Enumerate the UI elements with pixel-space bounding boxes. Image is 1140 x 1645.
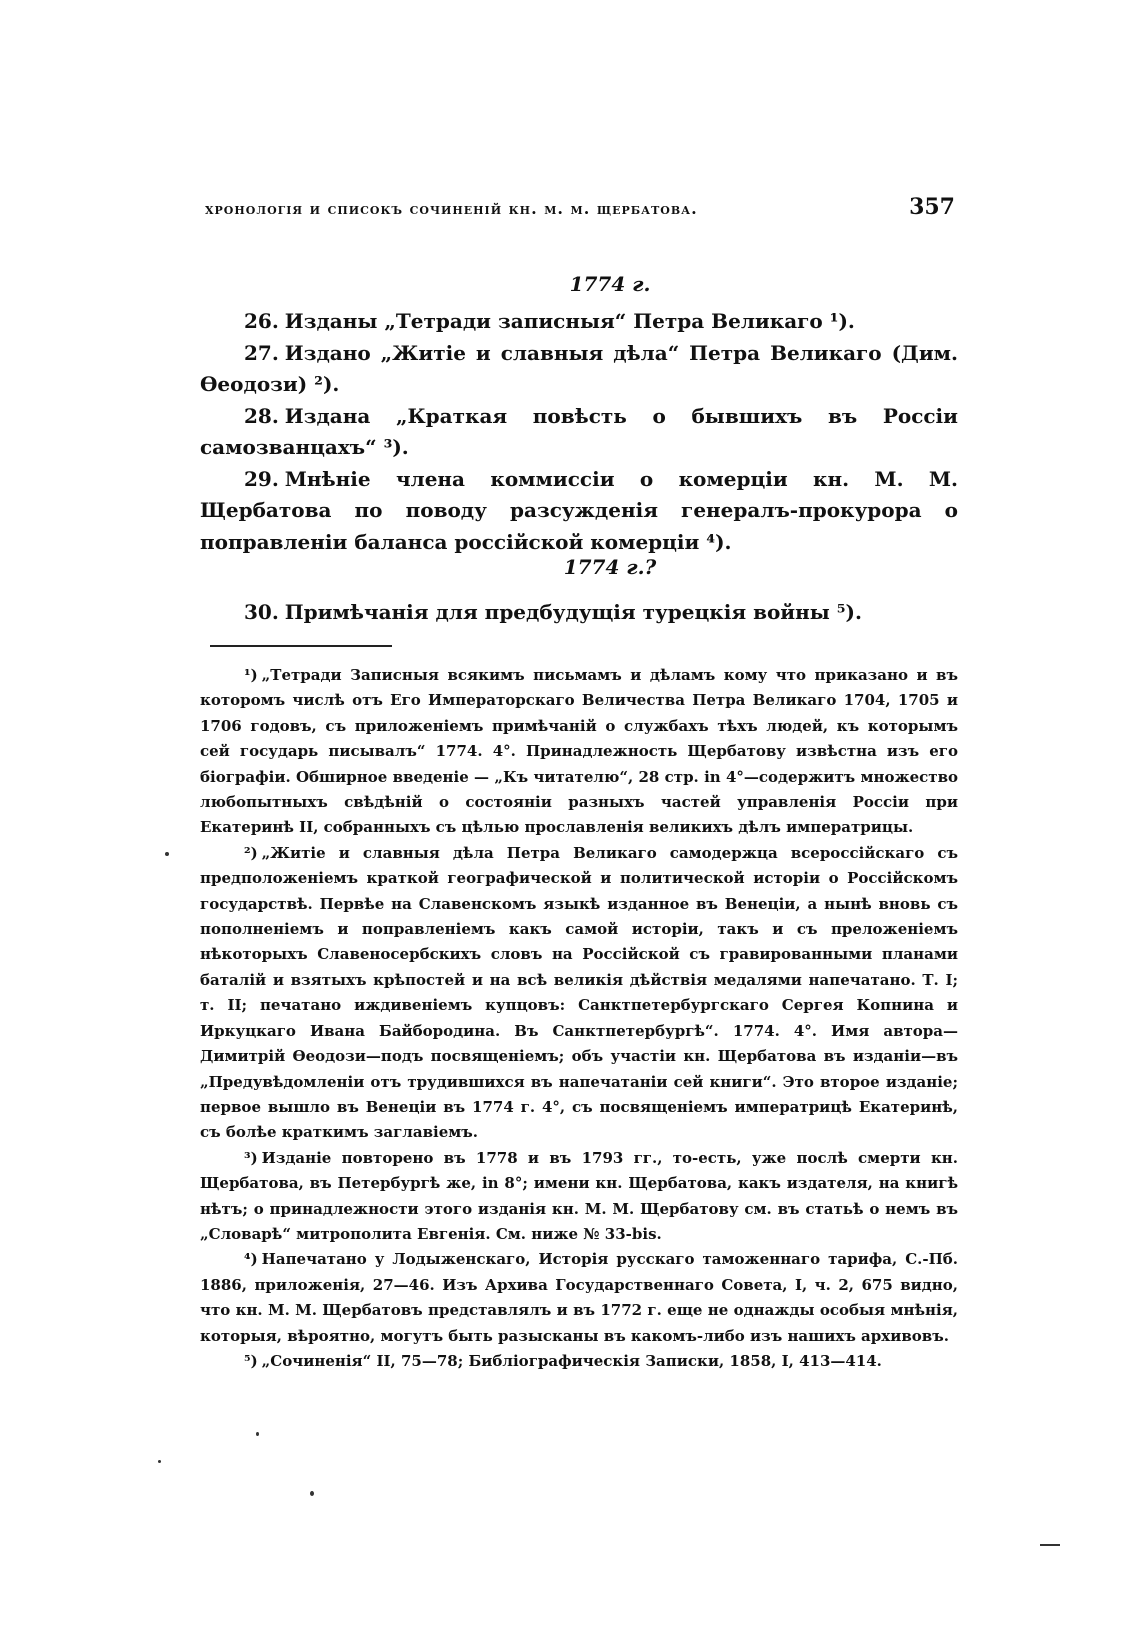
footnote-mark: ⁴) [244, 1250, 258, 1269]
entry-27 [200, 338, 958, 401]
entry-29 [200, 464, 958, 559]
running-title: хронологія и списокъ сочиненій кн. м. м. щербатова. [205, 199, 698, 218]
page-number: 357 [909, 194, 955, 220]
entry-text: Мнѣніе члена коммиссіи о комерціи кн. М. М. Щербатова по поводу разсужденія генералъ-прокурора о поправленіи баланса россійской комерціи ⁴). [200, 466, 958, 554]
footnote-mark: ¹) [244, 666, 258, 684]
footnote-divider [210, 645, 392, 647]
entry-text: Примѣчанія для предбудущія турецкія войны ⁵). [284, 600, 862, 624]
footnote-3 [200, 1146, 958, 1248]
entry-28 [200, 401, 958, 464]
footnote-1 [200, 663, 958, 841]
scan-speck [158, 1460, 161, 1463]
footnote-5 [200, 1349, 958, 1374]
entry-number: 30. [244, 600, 279, 624]
footnote-text: Изданіе повторено въ 1778 и въ 1793 гг., то-есть, уже послѣ смерти кн. Щербатова, въ Петербургѣ же, in 8°; имени кн. Щербатова, какъ издателя, на книгѣ нѣтъ; о принадлежности этого изданія кн. М. М. Щербатову см. въ статьѣ о немъ въ „Словарѣ“ митрополита Евгенія. См. ниже № 33-bis. [200, 1148, 958, 1243]
entry-number: 26. [244, 309, 279, 333]
entry-30 [200, 597, 958, 629]
scan-speck [310, 1491, 314, 1496]
entry-list [200, 597, 958, 629]
entry-text: Издана „Краткая повѣсть о бывшихъ въ Россіи самозванцахъ“ ³). [200, 403, 958, 459]
entry-number: 27. [244, 340, 279, 365]
footnote-4 [200, 1247, 958, 1349]
footnote-mark: ²) [244, 843, 258, 862]
footnote-text: Напечатано у Лодыженскаго, Исторія русскаго таможеннаго тарифа, С.-Пб. 1886, приложенія, 27—46. Изъ Архива Государственнаго Совета, I, ч. 2, 675 видно, что кн. М. М. Щербатовъ представлялъ и въ 1772 г. еще не однажды особыя мнѣнія, которыя, вѣроятно, могутъ быть разысканы въ какомъ-либо изъ нашихъ архивовъ. [200, 1250, 958, 1345]
entry-number: 28. [244, 403, 279, 428]
footnote-text: „Тетради Записныя всякимъ письмамъ и дѣламъ кому что приказано и въ которомъ числѣ отъ Его Императорскаго Величества Петра Великаго 1704, 1705 и 1706 годовъ, съ приложеніемъ примѣчаній о службахъ тѣхъ людей, къ которымъ сей государь писывалъ“ 1774. 4°. Принадлежность Щербатову извѣстна изъ его біографіи. Обширное введеніе — „Къ читателю“, 28 стр. in 4°—содержитъ множество любопытныхъ свѣдѣній о состояніи разныхъ частей управленія Россіи при Екатеринѣ II, собранныхъ съ цѣлью прославленія великихъ дѣлъ императрицы. [200, 666, 958, 837]
entry-list [200, 306, 958, 558]
footnote-text: „Житіе и славныя дѣла Петра Великаго самодержца всероссійскаго съ предположеніемъ краткой географической и политической исторіи о Россійскомъ государствѣ. Первѣе на Славенскомъ языкѣ изданное въ Венеціи, а нынѣ вновь съ пополненіемъ и поправленіемъ какъ самой исторіи, такъ и съ преложеніемъ нѣкоторыхъ Славеносербскихъ словъ на Россійской съ гравированными планами баталій и взятыхъ крѣпостей и на всѣ великія дѣйствія медалями напечатано. Т. I; т. II; печатано иждивеніемъ купцовъ: Санктпетербургскаго Сергея Копнина и Иркуцкаго Ивана Байбородина. Въ Санктпетербургѣ“. 1774. 4°. Имя автора—Димитрій Өеодози—подъ посвященіемъ; объ участіи кн. Щербатова въ изданіи—въ „Предувѣдомленіи отъ трудившихся въ напечатаніи сей книги“. Это второе изданіе; первое вышло въ Венеціи въ 1774 г. 4°, съ посвященіемъ императрицѣ Екатеринѣ, съ болѣе краткимъ заглавіемъ. [200, 843, 958, 1142]
running-head [205, 194, 955, 220]
scan-speck [256, 1432, 259, 1436]
section-date: 1774 г. [569, 272, 651, 296]
footnote-2 [200, 841, 958, 1146]
footnote-mark: ³) [244, 1148, 258, 1167]
footnotes [200, 663, 958, 1374]
section-date: 1774 г.? [563, 555, 657, 579]
entry-text: Изданы „Тетради записныя“ Петра Великаго ¹). [284, 309, 855, 333]
scan-speck [165, 852, 169, 856]
entry-number: 29. [244, 466, 279, 491]
entry-26 [200, 306, 958, 338]
entry-text: Издано „Житіе и славныя дѣла“ Петра Великаго (Дим. Өеодози) ²). [200, 340, 958, 396]
footnote-mark: ⁵) [244, 1351, 258, 1370]
scan-speck [1040, 1544, 1060, 1546]
footnote-text: „Сочиненія“ II, 75—78; Библіографическія Записки, 1858, I, 413—414. [261, 1351, 882, 1370]
